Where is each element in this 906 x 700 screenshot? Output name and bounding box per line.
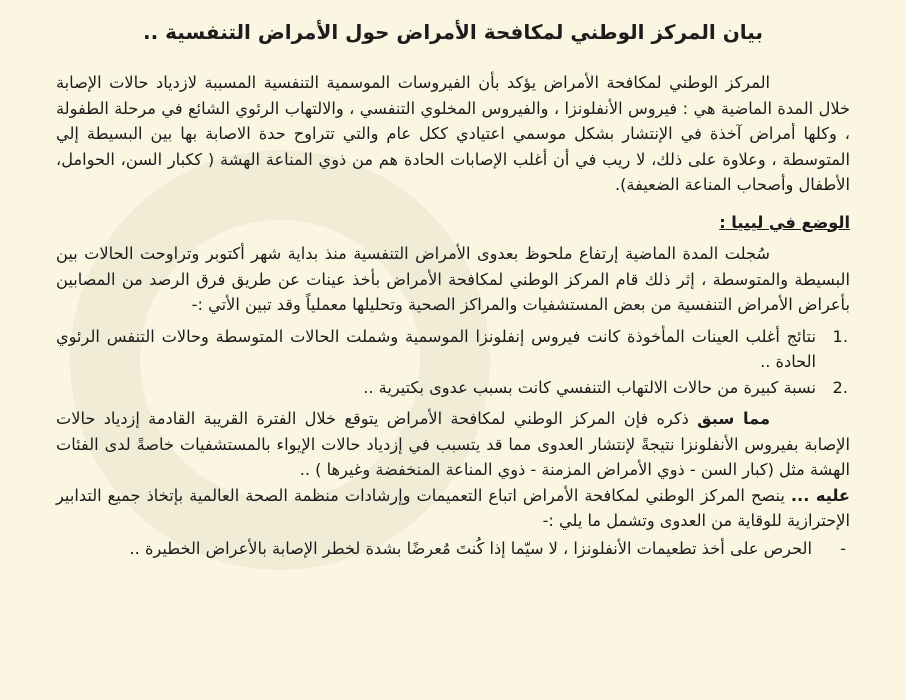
finding-item bbox=[56, 324, 848, 375]
measures-list bbox=[56, 536, 850, 562]
measure-dash: - bbox=[840, 538, 846, 558]
advice-text: ينصح المركز الوطني لمكافحة الأمراض اتباع التعميمات وإرشادات منظمة الصحة العالمية بإتخاذ جميع التدابير الإحترازية للوقاية من العدوى وتشمل ما يلي :- bbox=[56, 485, 850, 530]
advice-paragraph bbox=[56, 483, 850, 534]
forecast-lead: مما سبق bbox=[697, 409, 770, 428]
document-body bbox=[56, 14, 850, 561]
finding-text: نسبة كبيرة من حالات الالتهاب التنفسي كانت بسبب عدوى بكتيرية .. bbox=[363, 377, 816, 397]
forecast-paragraph bbox=[56, 406, 850, 483]
forecast-text: ذكره فإن المركز الوطني لمكافحة الأمراض يتوقع خلال الفترة القريبة القادمة إزدياد حالات الإصابة بفيروس الأنفلونزا نتيجةً لإنتشار العدوى مما قد يتسبب في إزدياد حالات الإيواء بالمستشفيات خاصةً لدى الفئات الهشة مثل (كبار السن - ذوي الأمراض المزمنة - ذوي المناعة المنخفضة وغيرها ) .. bbox=[56, 409, 850, 479]
finding-number: 1. bbox=[832, 326, 848, 346]
findings-list bbox=[56, 324, 850, 401]
intro-paragraph: المركز الوطني لمكافحة الأمراض يؤكد بأن الفيروسات الموسمية التنفسية المسببة لازدياد حالات الإصابة خلال المدة الماضية هي : فيروس الأنفلونزا ، والفيروس المخلوي التنفسي ، والالتهاب الرئوي الشائع في مرحلة الطفولة ، وكلها أمراض آخذة في الإنتشار بشكل موسمي اعتيادي ككل عام والتي تتراوح حدة الاصابة بها بين البسيطة إلي المتوسطة ، وعلاوة على ذلك، لا ريب في أن أغلب الإصابات الحادة هم من ذوي المناعة الهشة ( ككبار السن، الحوامل، الأطفال وأصحاب المناعة الضعيفة). bbox=[56, 73, 850, 194]
measure-text: الحرص على أخذ تطعيمات الأنفلونزا ، لا سيّما إذا كُنتَ مُعرضًا بشدة لخطر الإصابة بالأعراض الخطيرة .. bbox=[129, 538, 812, 558]
advice-lead: عليه ... bbox=[790, 485, 850, 505]
measure-item bbox=[56, 536, 846, 562]
situation-paragraph: سُجلت المدة الماضية إرتفاع ملحوظ بعدوى الأمراض التنفسية منذ بداية شهر أكتوبر وتراوحت الحالات بين البسيطة والمتوسطة ، إثر ذلك قام المركز الوطني لمكافحة الأمراض بأخذ عينات عن طريق فرق الرصد من المصابين بأعراض الأمراض التنفسية من بعض المستشفيات والمراكز الصحية وتحليلها معملياً وقد تبين الأتي :- bbox=[56, 244, 850, 314]
document-title: بيان المركز الوطني لمكافحة الأمراض حول الأمراض التنفسية .. bbox=[143, 20, 763, 44]
finding-item bbox=[56, 375, 848, 401]
finding-text: نتائج أغلب العينات المأخوذة كانت فيروس إنفلونزا الموسمية وشملت الحالات المتوسطة وحالات التنفس الرئوي الحادة .. bbox=[56, 326, 816, 371]
section-heading-libya: الوضع في ليبيا : bbox=[719, 212, 850, 232]
finding-number: 2. bbox=[832, 377, 848, 397]
